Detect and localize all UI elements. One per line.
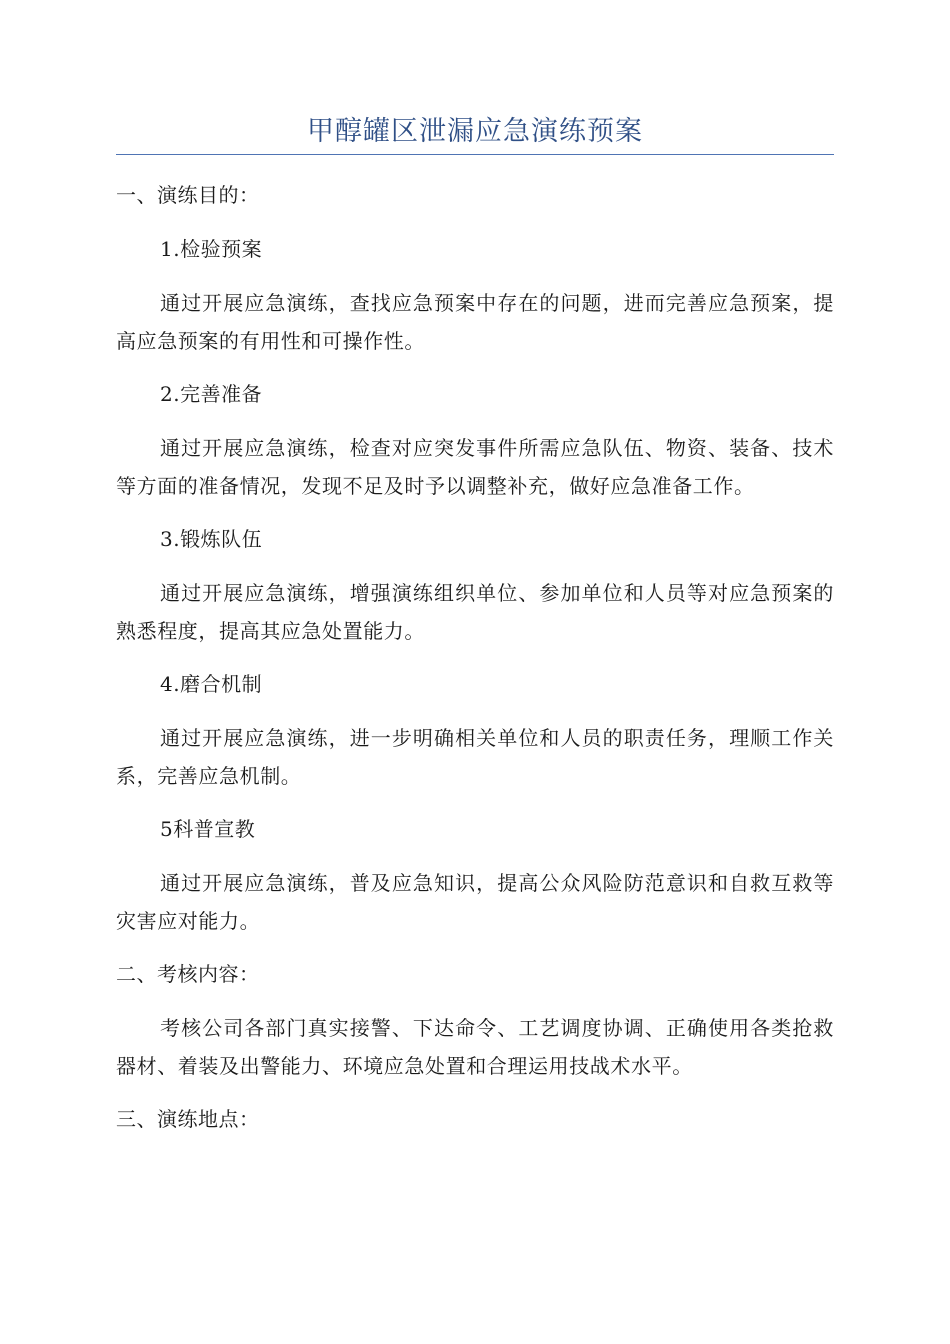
paragraph-train-team: 通过开展应急演练，增强演练组织单位、参加单位和人员等对应急预案的熟悉程度，提高其应急处置能力。 — [116, 581, 834, 643]
subheading-run-in-mechanism: 4.磨合机制 — [160, 672, 263, 696]
paragraph-assessment: 考核公司各部门真实接警、下达命令、工艺调度协调、正确使用各类抢救器材、着装及出警能力、环境应急处置和合理运用技战术水平。 — [116, 1016, 834, 1078]
section-heading-location: 三、演练地点： — [116, 1107, 260, 1131]
subheading-improve-preparation: 2.完善准备 — [160, 382, 263, 406]
section-heading-assessment: 二、考核内容： — [116, 962, 260, 986]
paragraph-improve-preparation: 通过开展应急演练，检查对应突发事件所需应急队伍、物资、装备、技术等方面的准备情况，发现不足及时予以调整补充，做好应急准备工作。 — [116, 436, 834, 498]
paragraph-science-education: 通过开展应急演练，普及应急知识，提高公众风险防范意识和自救互救等灾害应对能力。 — [116, 871, 834, 933]
paragraph-run-in-mechanism: 通过开展应急演练，进一步明确相关单位和人员的职责任务，理顺工作关系，完善应急机制。 — [116, 726, 834, 788]
document-title: 甲醇罐区泄漏应急演练预案 — [307, 116, 643, 147]
subheading-verify-plan: 1.检验预案 — [160, 237, 263, 261]
subheading-science-education: 5科普宣教 — [160, 817, 256, 841]
document-body — [116, 176, 834, 1154]
section-heading-purpose: 一、演练目的： — [116, 183, 260, 207]
subheading-train-team: 3.锻炼队伍 — [160, 527, 263, 551]
title-underline — [116, 154, 834, 155]
paragraph-verify-plan: 通过开展应急演练，查找应急预案中存在的问题，进而完善应急预案，提高应急预案的有用性和可操作性。 — [116, 291, 834, 353]
